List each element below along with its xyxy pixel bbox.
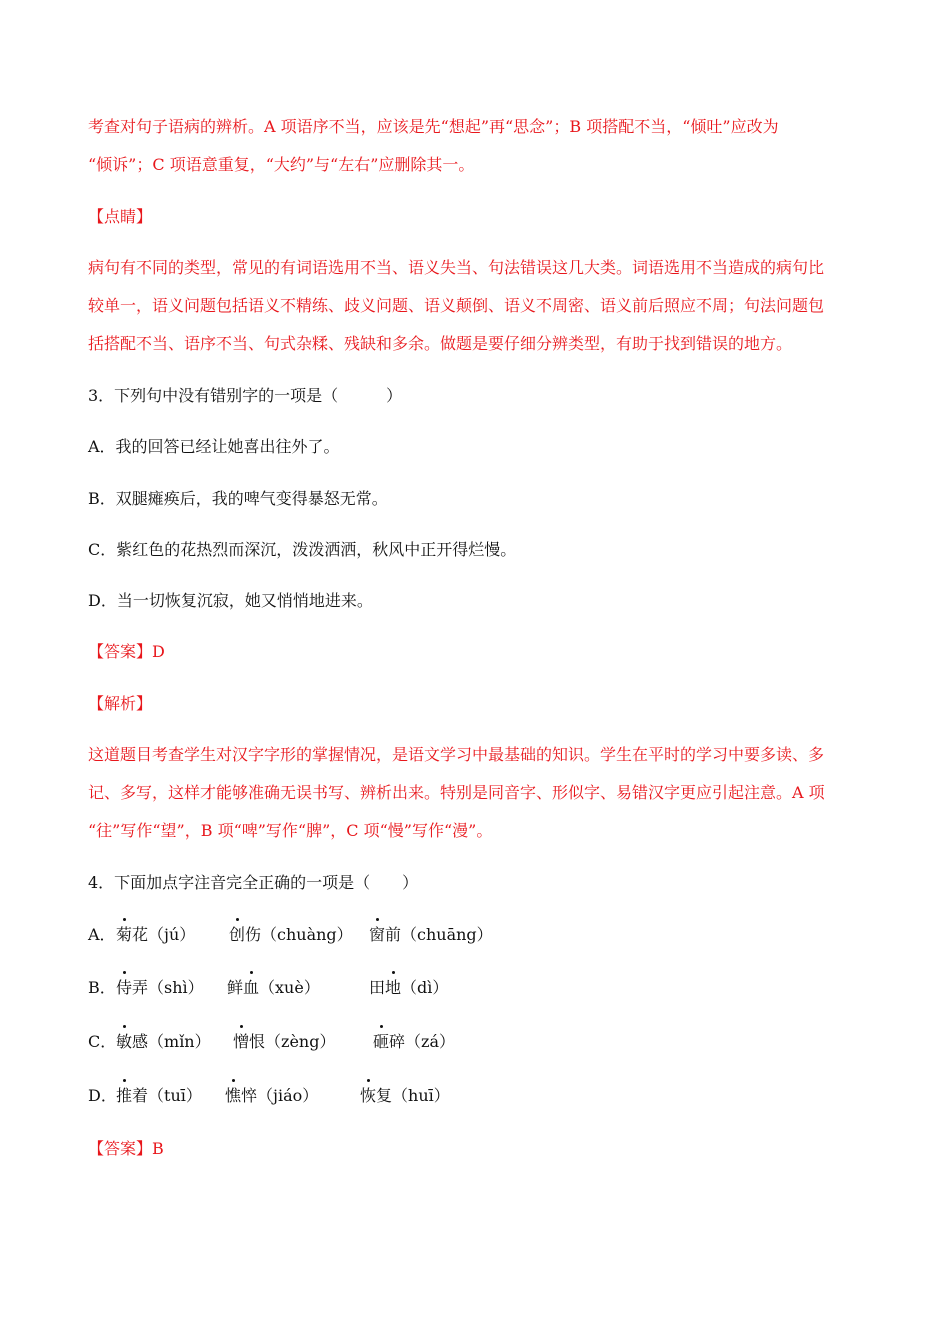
question-3-answer: 【答案】D <box>88 642 165 661</box>
analysis-line: 考查对句子语病的辨析。A 项语序不当，应该是先“想起”再“思念”；B 项搭配不当，“倾吐”应改为 <box>88 117 779 136</box>
tip-line: 括搭配不当、语序不当、句式杂糅、残缺和多余。做题是要仔细分辨类型，有助于找到错误的地方。 <box>88 334 793 353</box>
dotted-char: 推 <box>116 1086 133 1105</box>
pinyin-text: 感（mǐn） <box>132 1032 211 1051</box>
option-a-item-3 <box>369 924 493 946</box>
question-4-answer: 【答案】B <box>88 1139 164 1158</box>
dotted-char: 恢 <box>360 1086 377 1105</box>
question-3-analysis-line: 这道题目考查学生对汉字字形的掌握情况，是语文学习中最基础的知识。学生在平时的学习中要多读、多 <box>88 745 825 764</box>
plain-char: 鲜 <box>227 978 244 997</box>
pinyin-text: 着（tuī） <box>132 1086 202 1105</box>
pinyin-text: 伤（chuàng） <box>245 925 353 944</box>
option-b-item-2 <box>227 977 320 999</box>
pinyin-text: 复（huī） <box>376 1086 450 1105</box>
option-d-item-1 <box>116 1085 202 1107</box>
question-3-stem: 3．下列句中没有错别字的一项是（ ） <box>88 386 403 405</box>
option-c-item-1 <box>116 1031 211 1053</box>
dotted-char: 窗 <box>369 925 386 944</box>
question-3-option-b: B．双腿瘫痪后，我的啤气变得暴怒无常。 <box>88 489 388 508</box>
dotted-char: 砸 <box>373 1032 390 1051</box>
question-4-stem: 4．下面加点字注音完全正确的一项是（ ） <box>88 873 419 892</box>
option-b-item-3 <box>369 977 448 999</box>
option-d-item-3 <box>360 1085 450 1107</box>
pinyin-text: （dì） <box>401 978 449 997</box>
pinyin-text: 恨（zèng） <box>249 1032 336 1051</box>
analysis-line: “倾诉”；C 项语意重复，“大约”与“左右”应删除其一。 <box>88 155 475 174</box>
question-4-option-label-b: B． <box>88 978 116 997</box>
dotted-char: 创 <box>229 925 246 944</box>
option-c-item-3 <box>373 1031 455 1053</box>
dotted-char: 侍 <box>116 978 133 997</box>
option-d-item-2 <box>225 1085 318 1107</box>
pinyin-text: （xuè） <box>259 978 320 997</box>
pinyin-text: 前（chuāng） <box>385 925 493 944</box>
option-c-item-2 <box>233 1031 335 1053</box>
question-4-option-label-a: A． <box>88 925 116 944</box>
question-3-analysis-line: “往”写作“望”，B 项“啤”写作“脾”，C 项“慢”写作“漫”。 <box>88 821 493 840</box>
pinyin-text: 悴（jiáo） <box>241 1086 319 1105</box>
dotted-char: 憎 <box>233 1032 250 1051</box>
question-3-option-a: A．我的回答已经让她喜出往外了。 <box>88 437 340 456</box>
pinyin-text: 碎（zá） <box>389 1032 455 1051</box>
pinyin-text: 花（jú） <box>132 925 196 944</box>
dotted-char: 菊 <box>116 925 133 944</box>
option-a-item-1 <box>116 924 195 946</box>
option-a-item-2 <box>229 924 353 946</box>
pinyin-text: 弄（shì） <box>132 978 204 997</box>
plain-char: 田 <box>369 978 386 997</box>
tip-heading: 【点睛】 <box>88 207 153 226</box>
question-4-option-label-d: D． <box>88 1086 117 1105</box>
dotted-char: 地 <box>385 978 402 997</box>
tip-line: 较单一，语义问题包括语义不精练、歧义问题、语义颠倒、语义不周密、语义前后照应不周；句法问题包 <box>88 296 825 315</box>
dotted-char: 敏 <box>116 1032 133 1051</box>
question-3-analysis-heading: 【解析】 <box>88 694 153 713</box>
question-3-option-c: C．紫红色的花热烈而深沉，泼泼洒洒，秋风中正开得烂慢。 <box>88 540 517 559</box>
question-3-option-d: D．当一切恢复沉寂，她又悄悄地进来。 <box>88 591 373 610</box>
option-b-item-1 <box>116 977 204 999</box>
tip-line: 病句有不同的类型，常见的有词语选用不当、语义失当、句法错误这几大类。词语选用不当造成的病句比 <box>88 258 825 277</box>
question-4-option-label-c: C． <box>88 1032 117 1051</box>
question-3-analysis-line: 记、多写，这样才能够准确无误书写、辨析出来。特别是同音字、形似字、易错汉字更应引起注意。A 项 <box>88 783 825 802</box>
dotted-char: 憔 <box>225 1086 242 1105</box>
dotted-char: 血 <box>243 978 260 997</box>
